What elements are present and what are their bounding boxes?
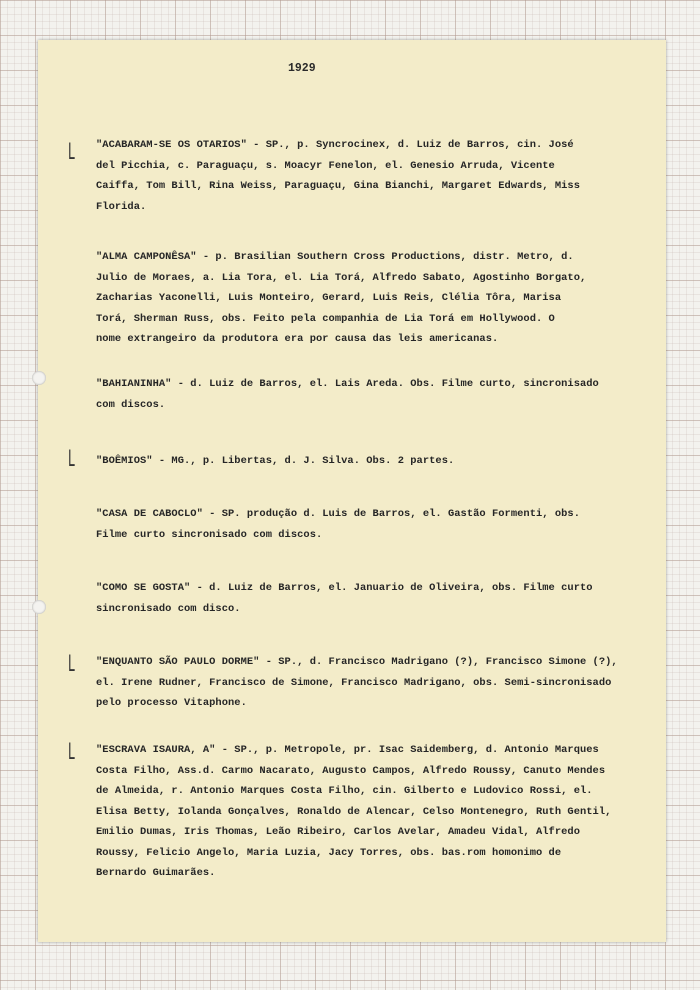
page-year: 1929	[288, 62, 316, 75]
handwritten-check-mark: L	[68, 652, 75, 677]
entry-line: "COMO SE GOSTA" - d. Luiz de Barros, el. Januario de Oliveira, obs. Filme curto	[96, 582, 593, 594]
entry-line: Torá, Sherman Russ, obs. Feito pela companhia de Lia Torá em Hollywood. O	[96, 312, 555, 325]
entry-line: de Almeida, r. Antonio Marques Costa Filho, cin. Gilberto e Ludovico Rossi, el.	[96, 785, 593, 797]
entry-line: "BAHIANINHA" - d. Luiz de Barros, el. Lais Areda. Obs. Filme curto, sincronisado	[96, 378, 599, 390]
entry-line: Caiffa, Tom Bill, Rina Weiss, Paraguaçu, Gina Bianchi, Margaret Edwards, Miss	[96, 180, 580, 192]
handwritten-check-mark: L	[68, 447, 75, 472]
entry-line: Filme curto sincronisado com discos.	[96, 528, 323, 541]
film-entry	[96, 451, 628, 472]
handwritten-check-mark: L	[68, 740, 75, 765]
entry-line: "BOÊMIOS" - MG., p. Libertas, d. J. Silva. Obs. 2 partes.	[96, 455, 455, 467]
film-entry	[96, 504, 628, 545]
film-entry	[96, 374, 628, 415]
film-entry	[96, 652, 628, 714]
entry-line: nome extrangeiro da produtora era por causa das leis americanas.	[96, 333, 499, 345]
punch-hole	[32, 600, 46, 614]
entry-line: Bernardo Guimarães.	[96, 867, 216, 879]
entry-line: pelo processo Vitaphone.	[96, 697, 247, 709]
film-entry	[96, 740, 628, 884]
film-entry	[96, 247, 628, 350]
entry-line: "ALMA CAMPONÊSA" - p. Brasilian Southern Cross Productions, distr. Metro, d.	[96, 251, 574, 263]
entry-line: com discos.	[96, 398, 166, 411]
entry-line: "ACABARAM-SE OS OTARIOS" - SP., p. Syncrocinex, d. Luiz de Barros, cin. José	[96, 139, 574, 151]
entry-line: Florida.	[96, 200, 147, 213]
entry-line: "ENQUANTO SÃO PAULO DORME" - SP., d. Francisco Madrigano (?), Francisco Simone (?),	[96, 656, 618, 668]
entry-line: Emilio Dumas, Iris Thomas, Leão Ribeiro, Carlos Avelar, Amadeu Vidal, Alfredo	[96, 826, 580, 838]
entry-line: Zacharias Yaconelli, Luis Monteiro, Gerard, Luis Reis, Clélia Tôra, Marisa	[96, 292, 562, 304]
entry-line: Julio de Moraes, a. Lia Tora, el. Lia Torá, Alfredo Sabato, Agostinho Borgato,	[96, 271, 587, 284]
film-entry	[96, 578, 628, 619]
entry-line: el. Irene Rudner, Francisco de Simone, Francisco Madrigano, obs. Semi-sincronisado	[96, 676, 612, 689]
entry-line: Roussy, Felicio Angelo, Maria Luzia, Jacy Torres, obs. bas.rom homonimo de	[96, 846, 562, 859]
punch-hole	[32, 371, 46, 385]
handwritten-check-mark: L	[68, 140, 75, 165]
entry-line: sincronisado com disco.	[96, 602, 241, 615]
entry-line: "ESCRAVA ISAURA, A" - SP., p. Metropole, pr. Isac Saidemberg, d. Antonio Marques	[96, 744, 599, 756]
entry-line: Elisa Betty, Iolanda Gonçalves, Ronaldo de Alencar, Celso Montenegro, Ruth Gentil,	[96, 805, 612, 818]
film-entry	[96, 135, 628, 217]
entry-line: del Picchia, c. Paraguaçu, s. Moacyr Fenelon, el. Genesio Arruda, Vicente	[96, 159, 555, 172]
entry-line: "CASA DE CABOCLO" - SP. produção d. Luis de Barros, el. Gastão Formenti, obs.	[96, 508, 580, 520]
entry-line: Costa Filho, Ass.d. Carmo Nacarato, Augusto Campos, Alfredo Roussy, Canuto Mendes	[96, 764, 606, 777]
